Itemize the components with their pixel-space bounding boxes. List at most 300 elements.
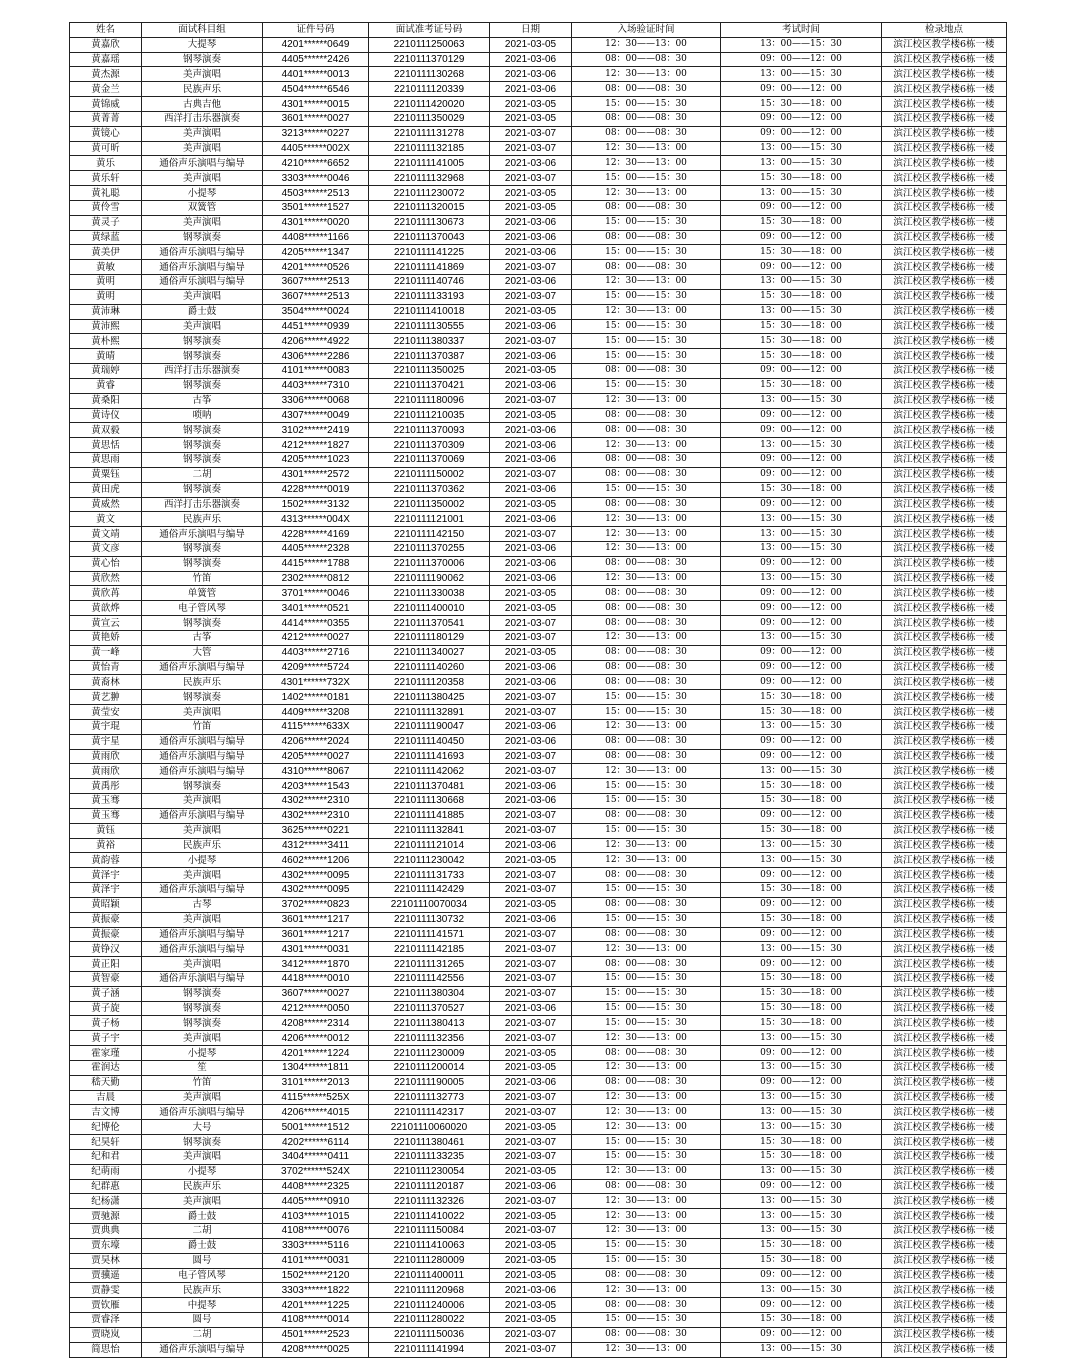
- name-cell: 黄晴: [70, 349, 142, 364]
- subject-group-cell: 钢琴演奏: [142, 334, 263, 349]
- table-row: [70, 393, 1007, 408]
- entry-verification-time-cell: 12：30——13：00: [572, 1164, 721, 1179]
- id-number-cell: 4312******3411: [263, 838, 369, 853]
- id-number-cell: 4405******2426: [263, 52, 369, 67]
- subject-group-cell: 竹笛: [142, 1075, 263, 1090]
- name-cell: 黄嘉欣: [70, 37, 142, 52]
- checkin-location-cell: 滨江校区教学楼6栋一楼: [882, 1149, 1007, 1164]
- exam-time-cell: 15：30——18：00: [721, 779, 882, 794]
- subject-group-cell: 竹笛: [142, 571, 263, 586]
- column-header-name: 姓名: [70, 23, 142, 38]
- exam-time-cell: 09：00——12：00: [721, 52, 882, 67]
- admission-ticket-cell: 2210111250063: [369, 37, 490, 52]
- name-cell: 贾昊林: [70, 1253, 142, 1268]
- subject-group-cell: 古琴: [142, 897, 263, 912]
- admission-ticket-cell: 2210111130555: [369, 319, 490, 334]
- date-cell: 2021-03-07: [490, 126, 572, 141]
- table-row: [70, 675, 1007, 690]
- exam-time-cell: 13：00——15：30: [721, 942, 882, 957]
- id-number-cell: 3601******0027: [263, 111, 369, 126]
- admission-ticket-cell: 2210111130673: [369, 215, 490, 230]
- id-number-cell: 4306******2286: [263, 349, 369, 364]
- exam-schedule-table: [69, 22, 1007, 1358]
- date-cell: 2021-03-06: [490, 838, 572, 853]
- checkin-location-cell: 滨江校区教学楼6栋一楼: [882, 838, 1007, 853]
- date-cell: 2021-03-06: [490, 541, 572, 556]
- date-cell: 2021-03-06: [490, 734, 572, 749]
- subject-group-cell: 美声演唱: [142, 823, 263, 838]
- admission-ticket-cell: 2210111370069: [369, 453, 490, 468]
- entry-verification-time-cell: 08：00——08：30: [572, 364, 721, 379]
- admission-ticket-cell: 2210111141869: [369, 260, 490, 275]
- admission-ticket-cell: 2210111230072: [369, 186, 490, 201]
- admission-ticket-cell: 2210111142317: [369, 1105, 490, 1120]
- subject-group-cell: 小提琴: [142, 1164, 263, 1179]
- entry-verification-time-cell: 15：00——15：30: [572, 319, 721, 334]
- exam-time-cell: 09：00——12：00: [721, 126, 882, 141]
- id-number-cell: 4210******6652: [263, 156, 369, 171]
- name-cell: 吉晨: [70, 1090, 142, 1105]
- entry-verification-time-cell: 12：30——13：00: [572, 719, 721, 734]
- name-cell: 黄睿: [70, 378, 142, 393]
- table-row: [70, 156, 1007, 171]
- checkin-location-cell: 滨江校区教学楼6栋一楼: [882, 586, 1007, 601]
- id-number-cell: 3625******0221: [263, 823, 369, 838]
- table-row: [70, 1253, 1007, 1268]
- admission-ticket-cell: 2210111132185: [369, 141, 490, 156]
- id-number-cell: 4205******0027: [263, 749, 369, 764]
- id-number-cell: 4208******0025: [263, 1342, 369, 1357]
- checkin-location-cell: 滨江校区教学楼6栋一楼: [882, 67, 1007, 82]
- exam-time-cell: 13：00——15：30: [721, 1283, 882, 1298]
- table-row: [70, 853, 1007, 868]
- exam-time-cell: 15：30——18：00: [721, 171, 882, 186]
- table-row: [70, 37, 1007, 52]
- subject-group-cell: 美声演唱: [142, 67, 263, 82]
- exam-time-cell: 13：00——15：30: [721, 393, 882, 408]
- table-row: [70, 1164, 1007, 1179]
- entry-verification-time-cell: 15：00——15：30: [572, 972, 721, 987]
- subject-group-cell: 民族声乐: [142, 1179, 263, 1194]
- subject-group-cell: 钢琴演奏: [142, 438, 263, 453]
- entry-verification-time-cell: 12：30——13：00: [572, 1194, 721, 1209]
- exam-time-cell: 15：30——18：00: [721, 1238, 882, 1253]
- id-number-cell: 4415******1788: [263, 556, 369, 571]
- id-number-cell: 4205******1347: [263, 245, 369, 260]
- date-cell: 2021-03-06: [490, 556, 572, 571]
- exam-time-cell: 09：00——12：00: [721, 497, 882, 512]
- header-row: [70, 23, 1007, 38]
- date-cell: 2021-03-07: [490, 1149, 572, 1164]
- entry-verification-time-cell: 12：30——13：00: [572, 853, 721, 868]
- name-cell: 黄沛熙: [70, 319, 142, 334]
- name-cell: 黄明: [70, 275, 142, 290]
- name-cell: 黄伶雪: [70, 200, 142, 215]
- entry-verification-time-cell: 08：00——08：30: [572, 645, 721, 660]
- date-cell: 2021-03-06: [490, 319, 572, 334]
- date-cell: 2021-03-07: [490, 927, 572, 942]
- date-cell: 2021-03-07: [490, 705, 572, 720]
- checkin-location-cell: 滨江校区教学楼6栋一楼: [882, 660, 1007, 675]
- table-row: [70, 942, 1007, 957]
- table-row: [70, 1046, 1007, 1061]
- subject-group-cell: 圆号: [142, 1253, 263, 1268]
- date-cell: 2021-03-06: [490, 275, 572, 290]
- id-number-cell: 4405******0910: [263, 1194, 369, 1209]
- entry-verification-time-cell: 08：00——08：30: [572, 200, 721, 215]
- table-row: [70, 541, 1007, 556]
- exam-time-cell: 09：00——12：00: [721, 1179, 882, 1194]
- entry-verification-time-cell: 15：00——15：30: [572, 1135, 721, 1150]
- admission-ticket-cell: 2210111150036: [369, 1327, 490, 1342]
- checkin-location-cell: 滨江校区教学楼6栋一楼: [882, 823, 1007, 838]
- exam-time-cell: 13：00——15：30: [721, 1164, 882, 1179]
- id-number-cell: 3701******0046: [263, 586, 369, 601]
- checkin-location-cell: 滨江校区教学楼6栋一楼: [882, 1090, 1007, 1105]
- checkin-location-cell: 滨江校区教学楼6栋一楼: [882, 52, 1007, 67]
- exam-time-cell: 09：00——12：00: [721, 1268, 882, 1283]
- id-number-cell: 3213******0227: [263, 126, 369, 141]
- admission-ticket-cell: 2210111370541: [369, 616, 490, 631]
- entry-verification-time-cell: 12：30——13：00: [572, 1224, 721, 1239]
- date-cell: 2021-03-05: [490, 1046, 572, 1061]
- name-cell: 黄诗仪: [70, 408, 142, 423]
- exam-time-cell: 13：00——15：30: [721, 853, 882, 868]
- column-header-entry-verification-time: 入场验证时间: [572, 23, 721, 38]
- date-cell: 2021-03-05: [490, 1238, 572, 1253]
- subject-group-cell: 二胡: [142, 467, 263, 482]
- subject-group-cell: 民族声乐: [142, 82, 263, 97]
- exam-time-cell: 15：30——18：00: [721, 378, 882, 393]
- entry-verification-time-cell: 12：30——13：00: [572, 393, 721, 408]
- checkin-location-cell: 滨江校区教学楼6栋一楼: [882, 541, 1007, 556]
- checkin-location-cell: 滨江校区教学楼6栋一楼: [882, 1031, 1007, 1046]
- table-row: [70, 245, 1007, 260]
- name-cell: 黄乐轩: [70, 171, 142, 186]
- table-row: [70, 186, 1007, 201]
- subject-group-cell: 大管: [142, 645, 263, 660]
- id-number-cell: 4212******1827: [263, 438, 369, 453]
- exam-time-cell: 09：00——12：00: [721, 1046, 882, 1061]
- checkin-location-cell: 滨江校区教学楼6栋一楼: [882, 126, 1007, 141]
- subject-group-cell: 电子管风琴: [142, 601, 263, 616]
- date-cell: 2021-03-07: [490, 289, 572, 304]
- entry-verification-time-cell: 08：00——08：30: [572, 616, 721, 631]
- date-cell: 2021-03-05: [490, 1120, 572, 1135]
- admission-ticket-cell: 2210111280022: [369, 1313, 490, 1328]
- name-cell: 黄文彦: [70, 541, 142, 556]
- table-row: [70, 690, 1007, 705]
- name-cell: 黄锦威: [70, 97, 142, 112]
- name-cell: 黄沛琳: [70, 304, 142, 319]
- table-row: [70, 1105, 1007, 1120]
- id-number-cell: 4103******1015: [263, 1209, 369, 1224]
- id-number-cell: 4228******4169: [263, 527, 369, 542]
- subject-group-cell: 美声演唱: [142, 868, 263, 883]
- checkin-location-cell: 滨江校区教学楼6栋一楼: [882, 482, 1007, 497]
- subject-group-cell: 钢琴演奏: [142, 52, 263, 67]
- exam-time-cell: 13：00——15：30: [721, 1060, 882, 1075]
- table-row: [70, 1298, 1007, 1313]
- subject-group-cell: 民族声乐: [142, 1283, 263, 1298]
- checkin-location-cell: 滨江校区教学楼6栋一楼: [882, 1135, 1007, 1150]
- table-row: [70, 334, 1007, 349]
- subject-group-cell: 通俗声乐演唱与编导: [142, 808, 263, 823]
- exam-time-cell: 13：00——15：30: [721, 541, 882, 556]
- date-cell: 2021-03-06: [490, 453, 572, 468]
- name-cell: 黄镜心: [70, 126, 142, 141]
- checkin-location-cell: 滨江校区教学楼6栋一楼: [882, 453, 1007, 468]
- entry-verification-time-cell: 08：00——08：30: [572, 1298, 721, 1313]
- name-cell: 黄韵蓉: [70, 853, 142, 868]
- admission-ticket-cell: 2210111142150: [369, 527, 490, 542]
- table-row: [70, 349, 1007, 364]
- admission-ticket-cell: 2210111240006: [369, 1298, 490, 1313]
- column-header-id-number: 证件号码: [263, 23, 369, 38]
- table-row: [70, 67, 1007, 82]
- checkin-location-cell: 滨江校区教学楼6栋一楼: [882, 556, 1007, 571]
- checkin-location-cell: 滨江校区教学楼6栋一楼: [882, 1209, 1007, 1224]
- checkin-location-cell: 滨江校区教学楼6栋一楼: [882, 972, 1007, 987]
- date-cell: 2021-03-06: [490, 378, 572, 393]
- exam-time-cell: 13：00——15：30: [721, 1224, 882, 1239]
- date-cell: 2021-03-07: [490, 1194, 572, 1209]
- exam-time-cell: 09：00——12：00: [721, 453, 882, 468]
- subject-group-cell: 唢呐: [142, 408, 263, 423]
- admission-ticket-cell: 2210111230054: [369, 1164, 490, 1179]
- name-cell: 霍家瑾: [70, 1046, 142, 1061]
- table-row: [70, 705, 1007, 720]
- date-cell: 2021-03-07: [490, 957, 572, 972]
- entry-verification-time-cell: 12：30——13：00: [572, 156, 721, 171]
- checkin-location-cell: 滨江校区教学楼6栋一楼: [882, 141, 1007, 156]
- subject-group-cell: 大提琴: [142, 37, 263, 52]
- exam-schedule-sheet: [69, 22, 1006, 1358]
- entry-verification-time-cell: 15：00——15：30: [572, 986, 721, 1001]
- subject-group-cell: 通俗声乐演唱与编导: [142, 1342, 263, 1357]
- id-number-cell: 4208******2314: [263, 1016, 369, 1031]
- checkin-location-cell: 滨江校区教学楼6栋一楼: [882, 527, 1007, 542]
- checkin-location-cell: 滨江校区教学楼6栋一楼: [882, 1001, 1007, 1016]
- table-row: [70, 719, 1007, 734]
- table-row: [70, 512, 1007, 527]
- id-number-cell: 4205******1023: [263, 453, 369, 468]
- exam-time-cell: 13：00——15：30: [721, 512, 882, 527]
- name-cell: 黄文靖: [70, 527, 142, 542]
- date-cell: 2021-03-06: [490, 1179, 572, 1194]
- entry-verification-time-cell: 15：00——15：30: [572, 349, 721, 364]
- subject-group-cell: 古典吉他: [142, 97, 263, 112]
- name-cell: 黄双毅: [70, 423, 142, 438]
- entry-verification-time-cell: 08：00——08：30: [572, 1075, 721, 1090]
- entry-verification-time-cell: 12：30——13：00: [572, 275, 721, 290]
- table-row: [70, 200, 1007, 215]
- name-cell: 黄歆烨: [70, 601, 142, 616]
- date-cell: 2021-03-05: [490, 408, 572, 423]
- exam-time-cell: 09：00——12：00: [721, 1075, 882, 1090]
- date-cell: 2021-03-05: [490, 1298, 572, 1313]
- entry-verification-time-cell: 12：30——13：00: [572, 438, 721, 453]
- id-number-cell: 1502******3132: [263, 497, 369, 512]
- date-cell: 2021-03-07: [490, 141, 572, 156]
- table-row: [70, 1016, 1007, 1031]
- entry-verification-time-cell: 08：00——08：30: [572, 957, 721, 972]
- subject-group-cell: 西洋打击乐器演奏: [142, 364, 263, 379]
- table-row: [70, 838, 1007, 853]
- admission-ticket-cell: 2210111132773: [369, 1090, 490, 1105]
- exam-time-cell: 09：00——12：00: [721, 423, 882, 438]
- id-number-cell: 4206******4922: [263, 334, 369, 349]
- date-cell: 2021-03-06: [490, 423, 572, 438]
- exam-time-cell: 09：00——12：00: [721, 111, 882, 126]
- entry-verification-time-cell: 15：00——15：30: [572, 883, 721, 898]
- name-cell: 黄莹安: [70, 705, 142, 720]
- table-row: [70, 1224, 1007, 1239]
- table-row: [70, 912, 1007, 927]
- name-cell: 黄嘉瑶: [70, 52, 142, 67]
- name-cell: 黄雨欣: [70, 764, 142, 779]
- exam-time-cell: 13：00——15：30: [721, 1031, 882, 1046]
- date-cell: 2021-03-07: [490, 1105, 572, 1120]
- subject-group-cell: 竹笛: [142, 719, 263, 734]
- admission-ticket-cell: 2210111380413: [369, 1016, 490, 1031]
- name-cell: 黄泽宇: [70, 883, 142, 898]
- id-number-cell: 5001******1512: [263, 1120, 369, 1135]
- checkin-location-cell: 滨江校区教学楼6栋一楼: [882, 200, 1007, 215]
- table-row: [70, 408, 1007, 423]
- subject-group-cell: 钢琴演奏: [142, 378, 263, 393]
- exam-time-cell: 15：30——18：00: [721, 334, 882, 349]
- name-cell: 纪昊轩: [70, 1135, 142, 1150]
- date-cell: 2021-03-07: [490, 749, 572, 764]
- date-cell: 2021-03-06: [490, 779, 572, 794]
- name-cell: 黄铮汉: [70, 942, 142, 957]
- admission-ticket-cell: 2210111370309: [369, 438, 490, 453]
- date-cell: 2021-03-06: [490, 349, 572, 364]
- name-cell: 黄灵子: [70, 215, 142, 230]
- checkin-location-cell: 滨江校区教学楼6栋一楼: [882, 1342, 1007, 1357]
- exam-time-cell: 15：30——18：00: [721, 97, 882, 112]
- checkin-location-cell: 滨江校区教学楼6栋一楼: [882, 1224, 1007, 1239]
- entry-verification-time-cell: 15：00——15：30: [572, 794, 721, 809]
- table-row: [70, 1313, 1007, 1328]
- admission-ticket-cell: 2210111140746: [369, 275, 490, 290]
- entry-verification-time-cell: 12：30——13：00: [572, 1090, 721, 1105]
- date-cell: 2021-03-07: [490, 868, 572, 883]
- id-number-cell: 4302******0095: [263, 868, 369, 883]
- table-row: [70, 97, 1007, 112]
- date-cell: 2021-03-06: [490, 1283, 572, 1298]
- date-cell: 2021-03-06: [490, 1075, 572, 1090]
- checkin-location-cell: 滨江校区教学楼6栋一楼: [882, 675, 1007, 690]
- admission-ticket-cell: 2210111190062: [369, 571, 490, 586]
- entry-verification-time-cell: 08：00——08：30: [572, 497, 721, 512]
- name-cell: 黄泽宇: [70, 868, 142, 883]
- table-row: [70, 779, 1007, 794]
- admission-ticket-cell: 2210111133193: [369, 289, 490, 304]
- admission-ticket-cell: 2210111120968: [369, 1283, 490, 1298]
- entry-verification-time-cell: 12：30——13：00: [572, 1209, 721, 1224]
- entry-verification-time-cell: 08：00——08：30: [572, 230, 721, 245]
- date-cell: 2021-03-05: [490, 1268, 572, 1283]
- entry-verification-time-cell: 08：00——08：30: [572, 675, 721, 690]
- name-cell: 黄禹彤: [70, 779, 142, 794]
- checkin-location-cell: 滨江校区教学楼6栋一楼: [882, 779, 1007, 794]
- entry-verification-time-cell: 12：30——13：00: [572, 942, 721, 957]
- checkin-location-cell: 滨江校区教学楼6栋一楼: [882, 423, 1007, 438]
- checkin-location-cell: 滨江校区教学楼6栋一楼: [882, 764, 1007, 779]
- table-row: [70, 453, 1007, 468]
- table-body: [70, 37, 1007, 1357]
- subject-group-cell: 笙: [142, 1060, 263, 1075]
- subject-group-cell: 美声演唱: [142, 215, 263, 230]
- admission-ticket-cell: 2210111150002: [369, 467, 490, 482]
- subject-group-cell: 钢琴演奏: [142, 482, 263, 497]
- exam-time-cell: 13：00——15：30: [721, 838, 882, 853]
- subject-group-cell: 西洋打击乐器演奏: [142, 111, 263, 126]
- table-row: [70, 1149, 1007, 1164]
- table-row: [70, 764, 1007, 779]
- date-cell: 2021-03-06: [490, 794, 572, 809]
- id-number-cell: 4405******2328: [263, 541, 369, 556]
- entry-verification-time-cell: 12：30——13：00: [572, 1060, 721, 1075]
- name-cell: 黄杰源: [70, 67, 142, 82]
- admission-ticket-cell: 2210111380461: [369, 1135, 490, 1150]
- table-row: [70, 230, 1007, 245]
- checkin-location-cell: 滨江校区教学楼6栋一楼: [882, 616, 1007, 631]
- admission-ticket-cell: 2210111132891: [369, 705, 490, 720]
- table-row: [70, 972, 1007, 987]
- entry-verification-time-cell: 15：00——15：30: [572, 1238, 721, 1253]
- name-cell: 黄桑阳: [70, 393, 142, 408]
- exam-time-cell: 13：00——15：30: [721, 527, 882, 542]
- admission-ticket-cell: 2210111142185: [369, 942, 490, 957]
- admission-ticket-cell: 2210111150084: [369, 1224, 490, 1239]
- date-cell: 2021-03-05: [490, 37, 572, 52]
- exam-time-cell: 09：00——12：00: [721, 82, 882, 97]
- date-cell: 2021-03-05: [490, 1164, 572, 1179]
- id-number-cell: 4405******002X: [263, 141, 369, 156]
- admission-ticket-cell: 2210111370362: [369, 482, 490, 497]
- name-cell: 吉文博: [70, 1105, 142, 1120]
- id-number-cell: 3601******1217: [263, 927, 369, 942]
- entry-verification-time-cell: 12：30——13：00: [572, 141, 721, 156]
- name-cell: 贾东壕: [70, 1238, 142, 1253]
- exam-time-cell: 09：00——12：00: [721, 200, 882, 215]
- date-cell: 2021-03-07: [490, 764, 572, 779]
- entry-verification-time-cell: 08：00——08：30: [572, 1179, 721, 1194]
- subject-group-cell: 通俗声乐演唱与编导: [142, 1105, 263, 1120]
- column-header-date: 日期: [490, 23, 572, 38]
- exam-time-cell: 13：00——15：30: [721, 156, 882, 171]
- id-number-cell: 3412******1870: [263, 957, 369, 972]
- table-row: [70, 438, 1007, 453]
- admission-ticket-cell: 2210111210035: [369, 408, 490, 423]
- subject-group-cell: 通俗声乐演唱与编导: [142, 527, 263, 542]
- date-cell: 2021-03-06: [490, 438, 572, 453]
- id-number-cell: 4408******1166: [263, 230, 369, 245]
- date-cell: 2021-03-07: [490, 1031, 572, 1046]
- name-cell: 黄菁菁: [70, 111, 142, 126]
- entry-verification-time-cell: 08：00——08：30: [572, 586, 721, 601]
- name-cell: 黄礼聪: [70, 186, 142, 201]
- subject-group-cell: 钢琴演奏: [142, 1135, 263, 1150]
- admission-ticket-cell: 2210111350002: [369, 497, 490, 512]
- checkin-location-cell: 滨江校区教学楼6栋一楼: [882, 111, 1007, 126]
- entry-verification-time-cell: 15：00——15：30: [572, 1313, 721, 1328]
- exam-time-cell: 15：30——18：00: [721, 319, 882, 334]
- id-number-cell: 4115******525X: [263, 1090, 369, 1105]
